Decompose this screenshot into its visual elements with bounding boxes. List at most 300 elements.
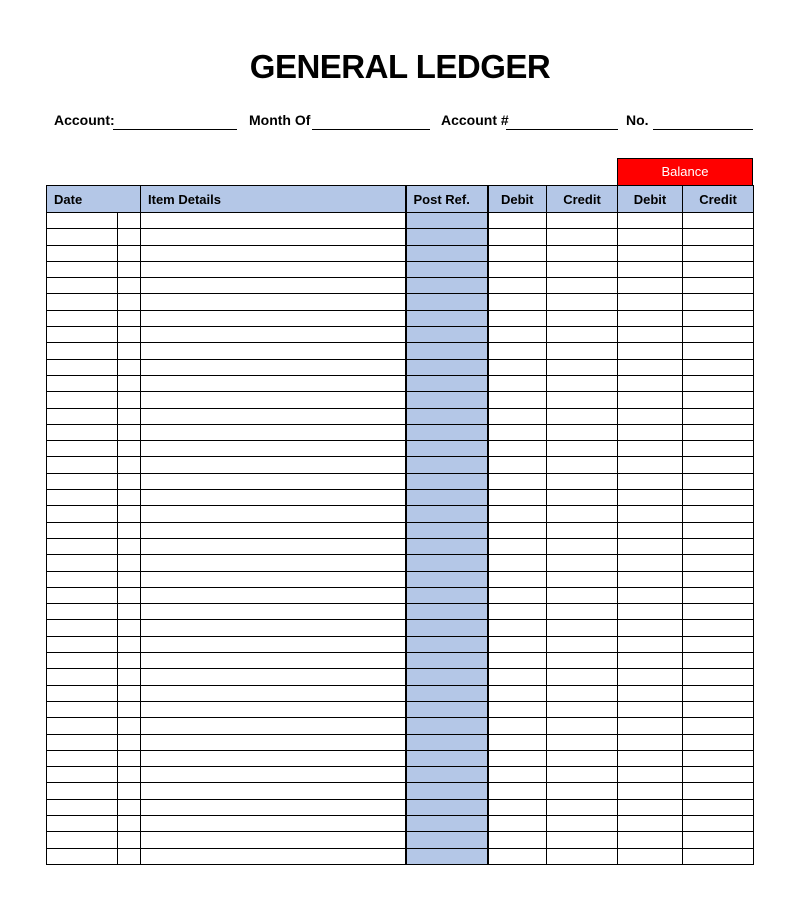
balance-debit-cell[interactable] [618,636,683,652]
credit-cell[interactable] [547,571,618,587]
date-sub-cell[interactable] [118,375,141,391]
date-cell[interactable] [47,473,118,489]
date-cell[interactable] [47,848,118,864]
post-ref-cell[interactable] [406,359,488,375]
date-cell[interactable] [47,620,118,636]
date-sub-cell[interactable] [118,685,141,701]
debit-cell[interactable] [488,750,547,766]
item-details-cell[interactable] [141,343,406,359]
date-sub-cell[interactable] [118,441,141,457]
item-details-cell[interactable] [141,359,406,375]
post-ref-cell[interactable] [406,538,488,554]
post-ref-cell[interactable] [406,408,488,424]
debit-cell[interactable] [488,506,547,522]
post-ref-cell[interactable] [406,734,488,750]
debit-cell[interactable] [488,392,547,408]
credit-cell[interactable] [547,685,618,701]
balance-credit-cell[interactable] [683,473,754,489]
balance-credit-cell[interactable] [683,669,754,685]
credit-cell[interactable] [547,767,618,783]
post-ref-cell[interactable] [406,457,488,473]
date-sub-cell[interactable] [118,522,141,538]
debit-cell[interactable] [488,832,547,848]
balance-debit-cell[interactable] [618,832,683,848]
post-ref-cell[interactable] [406,701,488,717]
item-details-cell[interactable] [141,799,406,815]
post-ref-cell[interactable] [406,571,488,587]
item-details-cell[interactable] [141,669,406,685]
balance-debit-cell[interactable] [618,229,683,245]
credit-cell[interactable] [547,213,618,229]
date-sub-cell[interactable] [118,701,141,717]
post-ref-cell[interactable] [406,327,488,343]
item-details-cell[interactable] [141,685,406,701]
item-details-cell[interactable] [141,506,406,522]
item-details-cell[interactable] [141,815,406,831]
date-cell[interactable] [47,375,118,391]
date-cell[interactable] [47,718,118,734]
debit-cell[interactable] [488,229,547,245]
debit-cell[interactable] [488,815,547,831]
credit-cell[interactable] [547,750,618,766]
credit-cell[interactable] [547,653,618,669]
balance-credit-cell[interactable] [683,571,754,587]
balance-credit-cell[interactable] [683,555,754,571]
balance-debit-cell[interactable] [618,783,683,799]
date-cell[interactable] [47,245,118,261]
date-cell[interactable] [47,701,118,717]
post-ref-cell[interactable] [406,604,488,620]
date-sub-cell[interactable] [118,620,141,636]
balance-credit-cell[interactable] [683,783,754,799]
balance-credit-cell[interactable] [683,506,754,522]
balance-credit-cell[interactable] [683,359,754,375]
balance-debit-cell[interactable] [618,538,683,554]
balance-debit-cell[interactable] [618,261,683,277]
item-details-cell[interactable] [141,620,406,636]
date-cell[interactable] [47,767,118,783]
date-cell[interactable] [47,294,118,310]
date-cell[interactable] [47,229,118,245]
credit-cell[interactable] [547,278,618,294]
date-cell[interactable] [47,490,118,506]
credit-cell[interactable] [547,587,618,603]
debit-cell[interactable] [488,424,547,440]
balance-debit-cell[interactable] [618,424,683,440]
item-details-cell[interactable] [141,213,406,229]
balance-credit-cell[interactable] [683,392,754,408]
item-details-cell[interactable] [141,636,406,652]
balance-debit-cell[interactable] [618,571,683,587]
date-sub-cell[interactable] [118,718,141,734]
post-ref-cell[interactable] [406,424,488,440]
post-ref-cell[interactable] [406,506,488,522]
balance-credit-cell[interactable] [683,538,754,554]
account-field[interactable] [113,129,237,130]
debit-cell[interactable] [488,538,547,554]
credit-cell[interactable] [547,359,618,375]
date-cell[interactable] [47,783,118,799]
item-details-cell[interactable] [141,245,406,261]
item-details-cell[interactable] [141,750,406,766]
date-sub-cell[interactable] [118,294,141,310]
credit-cell[interactable] [547,310,618,326]
post-ref-cell[interactable] [406,294,488,310]
balance-debit-cell[interactable] [618,522,683,538]
balance-debit-cell[interactable] [618,343,683,359]
debit-cell[interactable] [488,701,547,717]
credit-cell[interactable] [547,636,618,652]
item-details-cell[interactable] [141,294,406,310]
date-cell[interactable] [47,587,118,603]
credit-cell[interactable] [547,424,618,440]
balance-credit-cell[interactable] [683,213,754,229]
credit-cell[interactable] [547,799,618,815]
item-details-cell[interactable] [141,310,406,326]
balance-debit-cell[interactable] [618,799,683,815]
debit-cell[interactable] [488,653,547,669]
date-sub-cell[interactable] [118,815,141,831]
balance-debit-cell[interactable] [618,604,683,620]
date-sub-cell[interactable] [118,506,141,522]
post-ref-cell[interactable] [406,799,488,815]
balance-credit-cell[interactable] [683,832,754,848]
item-details-cell[interactable] [141,701,406,717]
date-sub-cell[interactable] [118,538,141,554]
balance-debit-cell[interactable] [618,473,683,489]
credit-cell[interactable] [547,294,618,310]
balance-debit-cell[interactable] [618,408,683,424]
balance-debit-cell[interactable] [618,701,683,717]
date-cell[interactable] [47,424,118,440]
post-ref-cell[interactable] [406,718,488,734]
credit-cell[interactable] [547,408,618,424]
item-details-cell[interactable] [141,848,406,864]
balance-debit-cell[interactable] [618,490,683,506]
item-details-cell[interactable] [141,767,406,783]
date-sub-cell[interactable] [118,473,141,489]
date-cell[interactable] [47,213,118,229]
balance-debit-cell[interactable] [618,718,683,734]
post-ref-cell[interactable] [406,783,488,799]
credit-cell[interactable] [547,343,618,359]
balance-credit-cell[interactable] [683,701,754,717]
debit-cell[interactable] [488,734,547,750]
balance-credit-cell[interactable] [683,653,754,669]
balance-credit-cell[interactable] [683,245,754,261]
debit-cell[interactable] [488,490,547,506]
debit-cell[interactable] [488,327,547,343]
date-sub-cell[interactable] [118,408,141,424]
date-sub-cell[interactable] [118,636,141,652]
credit-cell[interactable] [547,604,618,620]
debit-cell[interactable] [488,636,547,652]
date-sub-cell[interactable] [118,359,141,375]
debit-cell[interactable] [488,587,547,603]
balance-credit-cell[interactable] [683,327,754,343]
post-ref-cell[interactable] [406,343,488,359]
post-ref-cell[interactable] [406,669,488,685]
balance-debit-cell[interactable] [618,359,683,375]
item-details-cell[interactable] [141,441,406,457]
date-cell[interactable] [47,506,118,522]
date-sub-cell[interactable] [118,653,141,669]
debit-cell[interactable] [488,473,547,489]
date-cell[interactable] [47,685,118,701]
date-sub-cell[interactable] [118,424,141,440]
date-cell[interactable] [47,343,118,359]
debit-cell[interactable] [488,294,547,310]
item-details-cell[interactable] [141,587,406,603]
post-ref-cell[interactable] [406,815,488,831]
balance-credit-cell[interactable] [683,685,754,701]
balance-debit-cell[interactable] [618,669,683,685]
item-details-cell[interactable] [141,392,406,408]
balance-credit-cell[interactable] [683,620,754,636]
date-cell[interactable] [47,457,118,473]
post-ref-cell[interactable] [406,767,488,783]
item-details-cell[interactable] [141,375,406,391]
balance-debit-cell[interactable] [618,245,683,261]
debit-cell[interactable] [488,555,547,571]
post-ref-cell[interactable] [406,375,488,391]
balance-debit-cell[interactable] [618,375,683,391]
date-sub-cell[interactable] [118,555,141,571]
date-cell[interactable] [47,636,118,652]
post-ref-cell[interactable] [406,310,488,326]
balance-credit-cell[interactable] [683,457,754,473]
post-ref-cell[interactable] [406,441,488,457]
debit-cell[interactable] [488,685,547,701]
debit-cell[interactable] [488,848,547,864]
balance-debit-cell[interactable] [618,815,683,831]
credit-cell[interactable] [547,457,618,473]
date-cell[interactable] [47,441,118,457]
date-cell[interactable] [47,359,118,375]
balance-credit-cell[interactable] [683,815,754,831]
debit-cell[interactable] [488,783,547,799]
balance-credit-cell[interactable] [683,261,754,277]
balance-debit-cell[interactable] [618,587,683,603]
post-ref-cell[interactable] [406,685,488,701]
balance-credit-cell[interactable] [683,604,754,620]
date-sub-cell[interactable] [118,750,141,766]
number-field[interactable] [653,129,753,130]
balance-debit-cell[interactable] [618,685,683,701]
date-sub-cell[interactable] [118,604,141,620]
item-details-cell[interactable] [141,571,406,587]
balance-debit-cell[interactable] [618,555,683,571]
date-cell[interactable] [47,392,118,408]
credit-cell[interactable] [547,718,618,734]
debit-cell[interactable] [488,261,547,277]
balance-debit-cell[interactable] [618,653,683,669]
credit-cell[interactable] [547,506,618,522]
date-sub-cell[interactable] [118,310,141,326]
balance-credit-cell[interactable] [683,375,754,391]
date-cell[interactable] [47,261,118,277]
date-cell[interactable] [47,278,118,294]
balance-credit-cell[interactable] [683,490,754,506]
date-cell[interactable] [47,310,118,326]
credit-cell[interactable] [547,555,618,571]
date-cell[interactable] [47,408,118,424]
post-ref-cell[interactable] [406,636,488,652]
credit-cell[interactable] [547,261,618,277]
post-ref-cell[interactable] [406,261,488,277]
date-cell[interactable] [47,799,118,815]
balance-debit-cell[interactable] [618,848,683,864]
balance-debit-cell[interactable] [618,294,683,310]
item-details-cell[interactable] [141,832,406,848]
date-sub-cell[interactable] [118,669,141,685]
debit-cell[interactable] [488,359,547,375]
balance-credit-cell[interactable] [683,294,754,310]
post-ref-cell[interactable] [406,848,488,864]
account-number-field[interactable] [506,129,618,130]
balance-debit-cell[interactable] [618,310,683,326]
date-sub-cell[interactable] [118,783,141,799]
post-ref-cell[interactable] [406,750,488,766]
balance-credit-cell[interactable] [683,310,754,326]
date-sub-cell[interactable] [118,848,141,864]
credit-cell[interactable] [547,832,618,848]
credit-cell[interactable] [547,490,618,506]
credit-cell[interactable] [547,392,618,408]
date-cell[interactable] [47,538,118,554]
date-cell[interactable] [47,734,118,750]
post-ref-cell[interactable] [406,522,488,538]
date-cell[interactable] [47,815,118,831]
date-sub-cell[interactable] [118,327,141,343]
item-details-cell[interactable] [141,408,406,424]
item-details-cell[interactable] [141,604,406,620]
debit-cell[interactable] [488,375,547,391]
debit-cell[interactable] [488,604,547,620]
item-details-cell[interactable] [141,424,406,440]
credit-cell[interactable] [547,669,618,685]
date-sub-cell[interactable] [118,229,141,245]
credit-cell[interactable] [547,783,618,799]
balance-debit-cell[interactable] [618,767,683,783]
balance-debit-cell[interactable] [618,734,683,750]
balance-credit-cell[interactable] [683,278,754,294]
item-details-cell[interactable] [141,783,406,799]
date-sub-cell[interactable] [118,767,141,783]
balance-credit-cell[interactable] [683,750,754,766]
balance-debit-cell[interactable] [618,506,683,522]
debit-cell[interactable] [488,441,547,457]
balance-debit-cell[interactable] [618,620,683,636]
date-sub-cell[interactable] [118,587,141,603]
balance-debit-cell[interactable] [618,327,683,343]
post-ref-cell[interactable] [406,245,488,261]
balance-credit-cell[interactable] [683,636,754,652]
item-details-cell[interactable] [141,718,406,734]
debit-cell[interactable] [488,457,547,473]
item-details-cell[interactable] [141,229,406,245]
date-sub-cell[interactable] [118,392,141,408]
item-details-cell[interactable] [141,538,406,554]
debit-cell[interactable] [488,718,547,734]
item-details-cell[interactable] [141,278,406,294]
credit-cell[interactable] [547,734,618,750]
balance-debit-cell[interactable] [618,457,683,473]
balance-credit-cell[interactable] [683,424,754,440]
post-ref-cell[interactable] [406,392,488,408]
post-ref-cell[interactable] [406,213,488,229]
balance-credit-cell[interactable] [683,848,754,864]
date-sub-cell[interactable] [118,261,141,277]
balance-credit-cell[interactable] [683,229,754,245]
balance-credit-cell[interactable] [683,587,754,603]
month-of-field[interactable] [312,129,430,130]
credit-cell[interactable] [547,441,618,457]
credit-cell[interactable] [547,522,618,538]
credit-cell[interactable] [547,701,618,717]
balance-debit-cell[interactable] [618,441,683,457]
credit-cell[interactable] [547,473,618,489]
balance-debit-cell[interactable] [618,278,683,294]
balance-credit-cell[interactable] [683,522,754,538]
item-details-cell[interactable] [141,473,406,489]
post-ref-cell[interactable] [406,473,488,489]
debit-cell[interactable] [488,669,547,685]
balance-debit-cell[interactable] [618,750,683,766]
post-ref-cell[interactable] [406,278,488,294]
debit-cell[interactable] [488,408,547,424]
item-details-cell[interactable] [141,555,406,571]
debit-cell[interactable] [488,571,547,587]
date-sub-cell[interactable] [118,734,141,750]
post-ref-cell[interactable] [406,620,488,636]
item-details-cell[interactable] [141,522,406,538]
date-sub-cell[interactable] [118,457,141,473]
credit-cell[interactable] [547,620,618,636]
balance-credit-cell[interactable] [683,408,754,424]
date-cell[interactable] [47,571,118,587]
debit-cell[interactable] [488,620,547,636]
balance-credit-cell[interactable] [683,767,754,783]
date-sub-cell[interactable] [118,278,141,294]
debit-cell[interactable] [488,245,547,261]
debit-cell[interactable] [488,799,547,815]
post-ref-cell[interactable] [406,832,488,848]
debit-cell[interactable] [488,310,547,326]
item-details-cell[interactable] [141,734,406,750]
item-details-cell[interactable] [141,490,406,506]
debit-cell[interactable] [488,343,547,359]
credit-cell[interactable] [547,245,618,261]
balance-credit-cell[interactable] [683,441,754,457]
date-cell[interactable] [47,750,118,766]
balance-debit-cell[interactable] [618,392,683,408]
date-cell[interactable] [47,555,118,571]
item-details-cell[interactable] [141,653,406,669]
date-sub-cell[interactable] [118,832,141,848]
date-sub-cell[interactable] [118,213,141,229]
credit-cell[interactable] [547,815,618,831]
balance-credit-cell[interactable] [683,718,754,734]
post-ref-cell[interactable] [406,490,488,506]
balance-credit-cell[interactable] [683,799,754,815]
date-cell[interactable] [47,327,118,343]
debit-cell[interactable] [488,278,547,294]
date-cell[interactable] [47,522,118,538]
credit-cell[interactable] [547,848,618,864]
debit-cell[interactable] [488,522,547,538]
date-sub-cell[interactable] [118,799,141,815]
